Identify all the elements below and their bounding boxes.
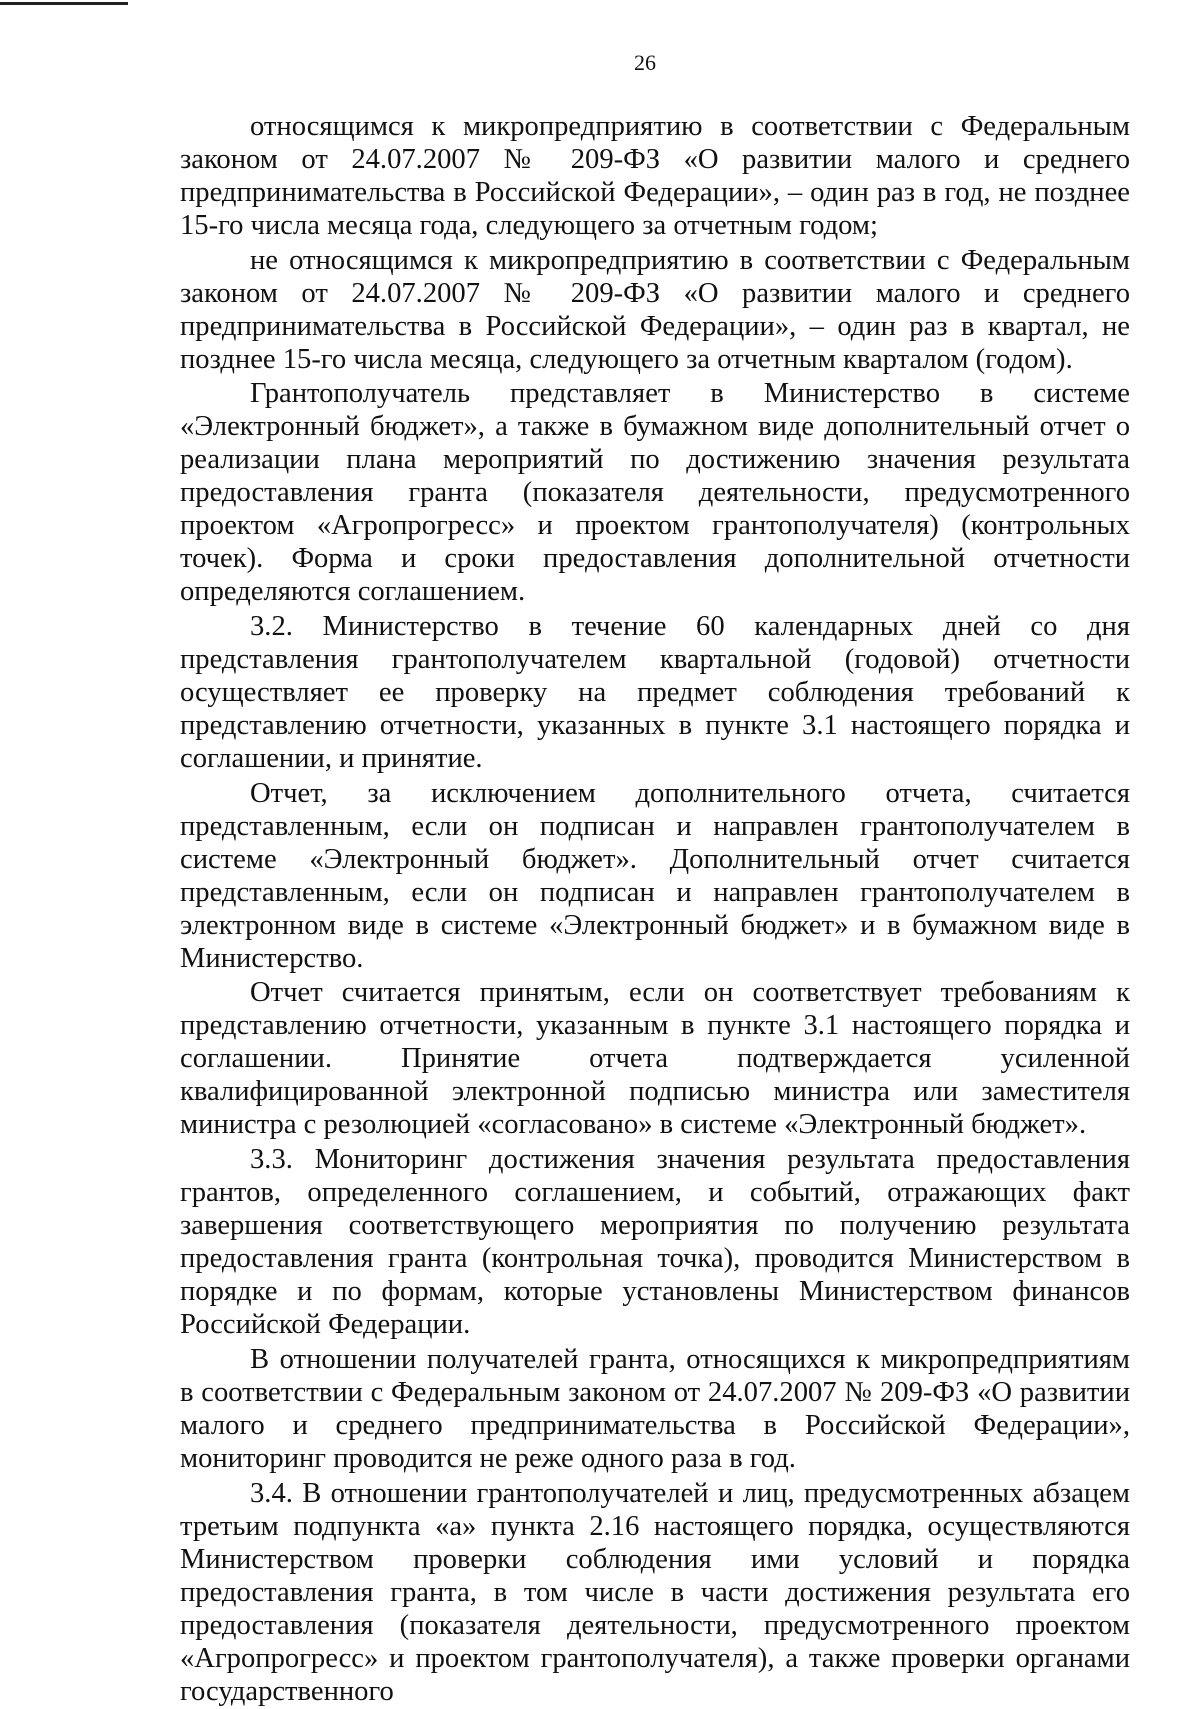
top-edge-rule xyxy=(0,2,128,5)
paragraph-3-2: 3.2. Министерство в течение 60 календарных дней со дня представления грантополучателем квартальной (годовой) отчетности осуществляет ее проверку на предмет соблюдения требований к представлению отчетности, указанных в пункте 3.1 настоящего порядка и соглашении, и принятие. xyxy=(180,611,1130,775)
document-body xyxy=(180,110,1130,1709)
paragraph-monitoring-micro: В отношении получателей гранта, относящихся к микропредприятиям в соответствии с Федеральным законом от 24.07.2007 № 209-ФЗ «О развитии малого и среднего предпринимательства в Российской Федерации», мониторинг проводится не реже одного раза в год. xyxy=(180,1343,1130,1474)
paragraph-3-3: 3.3. Мониторинг достижения значения результата предоставления грантов, определенного соглашением, и событий, отражающих факт завершения соответствующего мероприятия по получению результата предоставления гранта (контрольная точка), проводится Министерством в порядке и по формам, которые установлены Министерством финансов Российской Федерации. xyxy=(180,1144,1130,1341)
page-number: 26 xyxy=(634,50,656,75)
paragraph-additional-report: Грантополучатель представляет в Министерство в системе «Электронный бюджет», а также в бумажном виде дополнительный отчет о реализации плана мероприятий по достижению значения результата предоставления гранта (показателя деятельности, предусмотренного проектом «Агропрогресс» и проектом грантополучателя) (контрольных точек). Форма и сроки предоставления дополнительной отчетности определяются соглашением. xyxy=(180,378,1130,608)
paragraph-report-accepted: Отчет считается принятым, если он соответствует требованиям к представлению отчетности, указанным в пункте 3.1 настоящего порядка и соглашении. Принятие отчета подтверждается усиленной квалифицированной электронной подписью министра или заместителя министра с резолюцией «согласовано» в системе «Электронный бюджет». xyxy=(180,977,1130,1141)
paragraph-non-micro-enterprise: не относящимся к микропредприятию в соответствии с Федеральным законом от 24.07.2007 № 209-ФЗ «О развитии малого и среднего предпринимательства в Российской Федерации», – один раз в квартал, не позднее 15-го числа месяца, следующего за отчетным кварталом (годом). xyxy=(180,244,1130,375)
paragraph-3-4: 3.4. В отношении грантополучателей и лиц, предусмотренных абзацем третьим подпункта «а» пункта 2.16 настоящего порядка, осуществляются Министерством проверки соблюдения ими условий и порядка предоставления гранта, в том числе в части достижения результата его предоставления (показателя деятельности, предусмотренного проектом «Агропрогресс» и проектом грантополучателя), а также проверки органами государственного xyxy=(180,1477,1130,1707)
paragraph-report-submitted: Отчет, за исключением дополнительного отчета, считается представленным, если он подписан и направлен грантополучателем в системе «Электронный бюджет». Дополнительный отчет считается представленным, если он подписан и направлен грантополучателем в электронном виде в системе «Электронный бюджет» и в бумажном виде в Министерство. xyxy=(180,777,1130,974)
paragraph-micro-enterprise: относящимся к микропредприятию в соответствии с Федеральным законом от 24.07.2007 № 209-ФЗ «О развитии малого и среднего предпринимательства в Российской Федерации», – один раз в год, не позднее 15-го числа месяца года, следующего за отчетным годом; xyxy=(180,111,1130,241)
